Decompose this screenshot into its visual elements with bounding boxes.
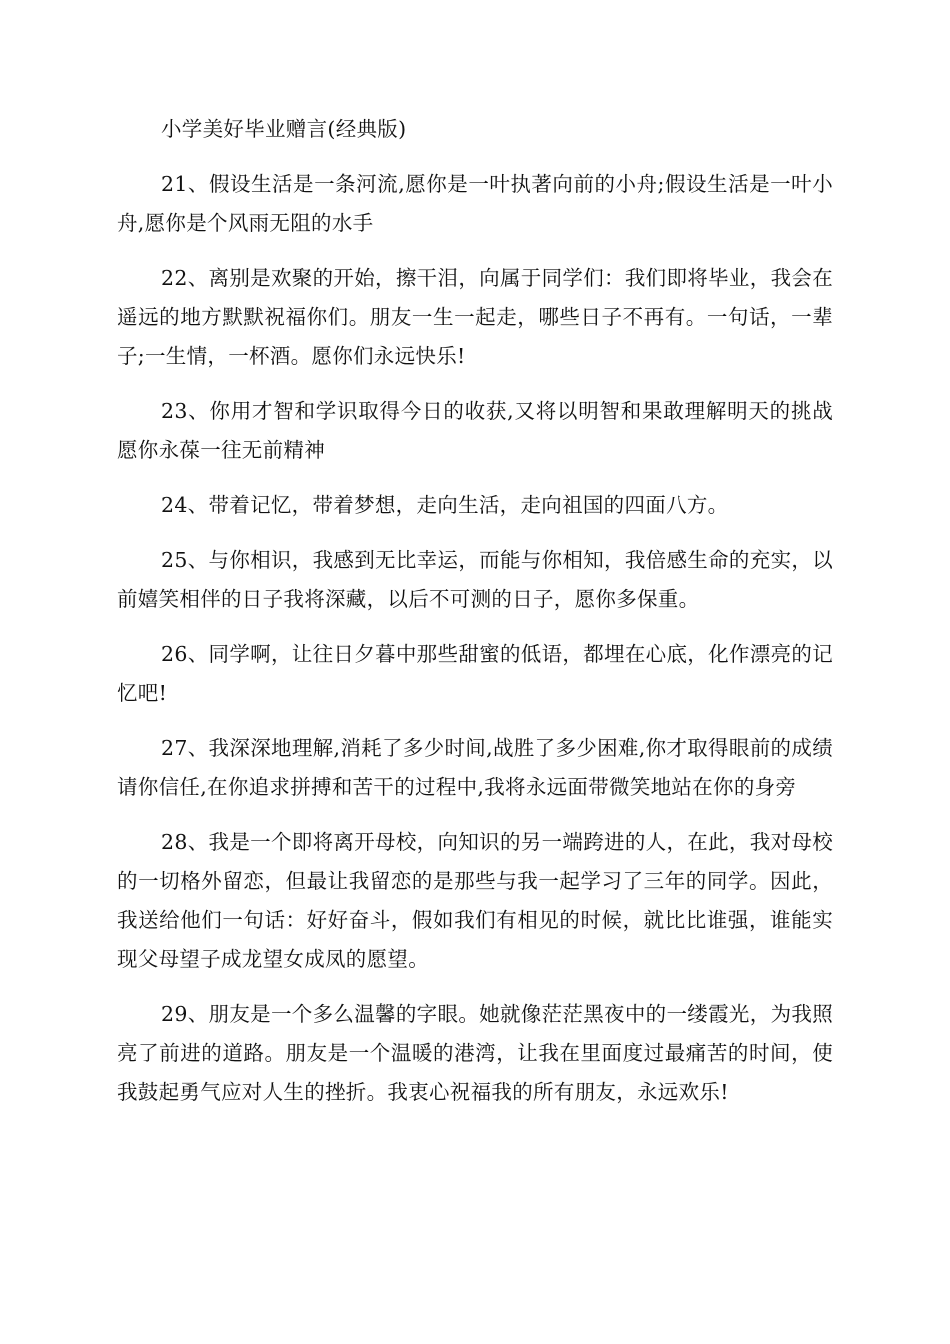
entry-29: 29、朋友是一个多么温馨的字眼。她就像茫茫黑夜中的一缕霞光，为我照亮了前进的道路。朋友是一个温暖的港湾，让我在里面度过最痛苦的时间，使我鼓起勇气应对人生的挫折。我衷心祝福我的所有朋友，永远欢乐! xyxy=(117,1002,833,1104)
entry-22: 22、离别是欢聚的开始，擦干泪，向属于同学们：我们即将毕业，我会在遥远的地方默默祝福你们。朋友一生一起走，哪些日子不再有。一句话，一辈子;一生情，一杯酒。愿你们永远快乐! xyxy=(117,266,833,368)
entry-28: 28、我是一个即将离开母校，向知识的另一端跨进的人，在此，我对母校的一切格外留恋，但最让我留恋的是那些与我一起学习了三年的同学。因此，我送给他们一句话：好好奋斗，假如我们有相见的时候，就比比谁强，谁能实现父母望子成龙望女成凤的愿望。 xyxy=(117,830,833,971)
entry-23: 23、你用才智和学识取得今日的收获,又将以明智和果敢理解明天的挑战愿你永葆一往无前精神 xyxy=(117,399,833,462)
entry-24: 24、带着记忆，带着梦想，走向生活，走向祖国的四面八方。 xyxy=(161,493,729,517)
entry-27: 27、我深深地理解,消耗了多少时间,战胜了多少困难,你才取得眼前的成绩请你信任,在你追求拼搏和苦干的过程中,我将永远面带微笑地站在你的身旁 xyxy=(117,736,833,799)
document-title: 小学美好毕业赠言(经典版) xyxy=(161,117,407,141)
entry-26: 26、同学啊，让往日夕暮中那些甜蜜的低语，都埋在心底，化作漂亮的记忆吧! xyxy=(117,642,833,705)
document-page xyxy=(117,110,833,1128)
entry-21: 21、假设生活是一条河流,愿你是一叶执著向前的小舟;假设生活是一叶小舟,愿你是个风雨无阻的水手 xyxy=(117,172,833,235)
entry-25: 25、与你相识，我感到无比幸运，而能与你相知，我倍感生命的充实，以前嬉笑相伴的日子我将深藏，以后不可测的日子，愿你多保重。 xyxy=(117,548,833,611)
